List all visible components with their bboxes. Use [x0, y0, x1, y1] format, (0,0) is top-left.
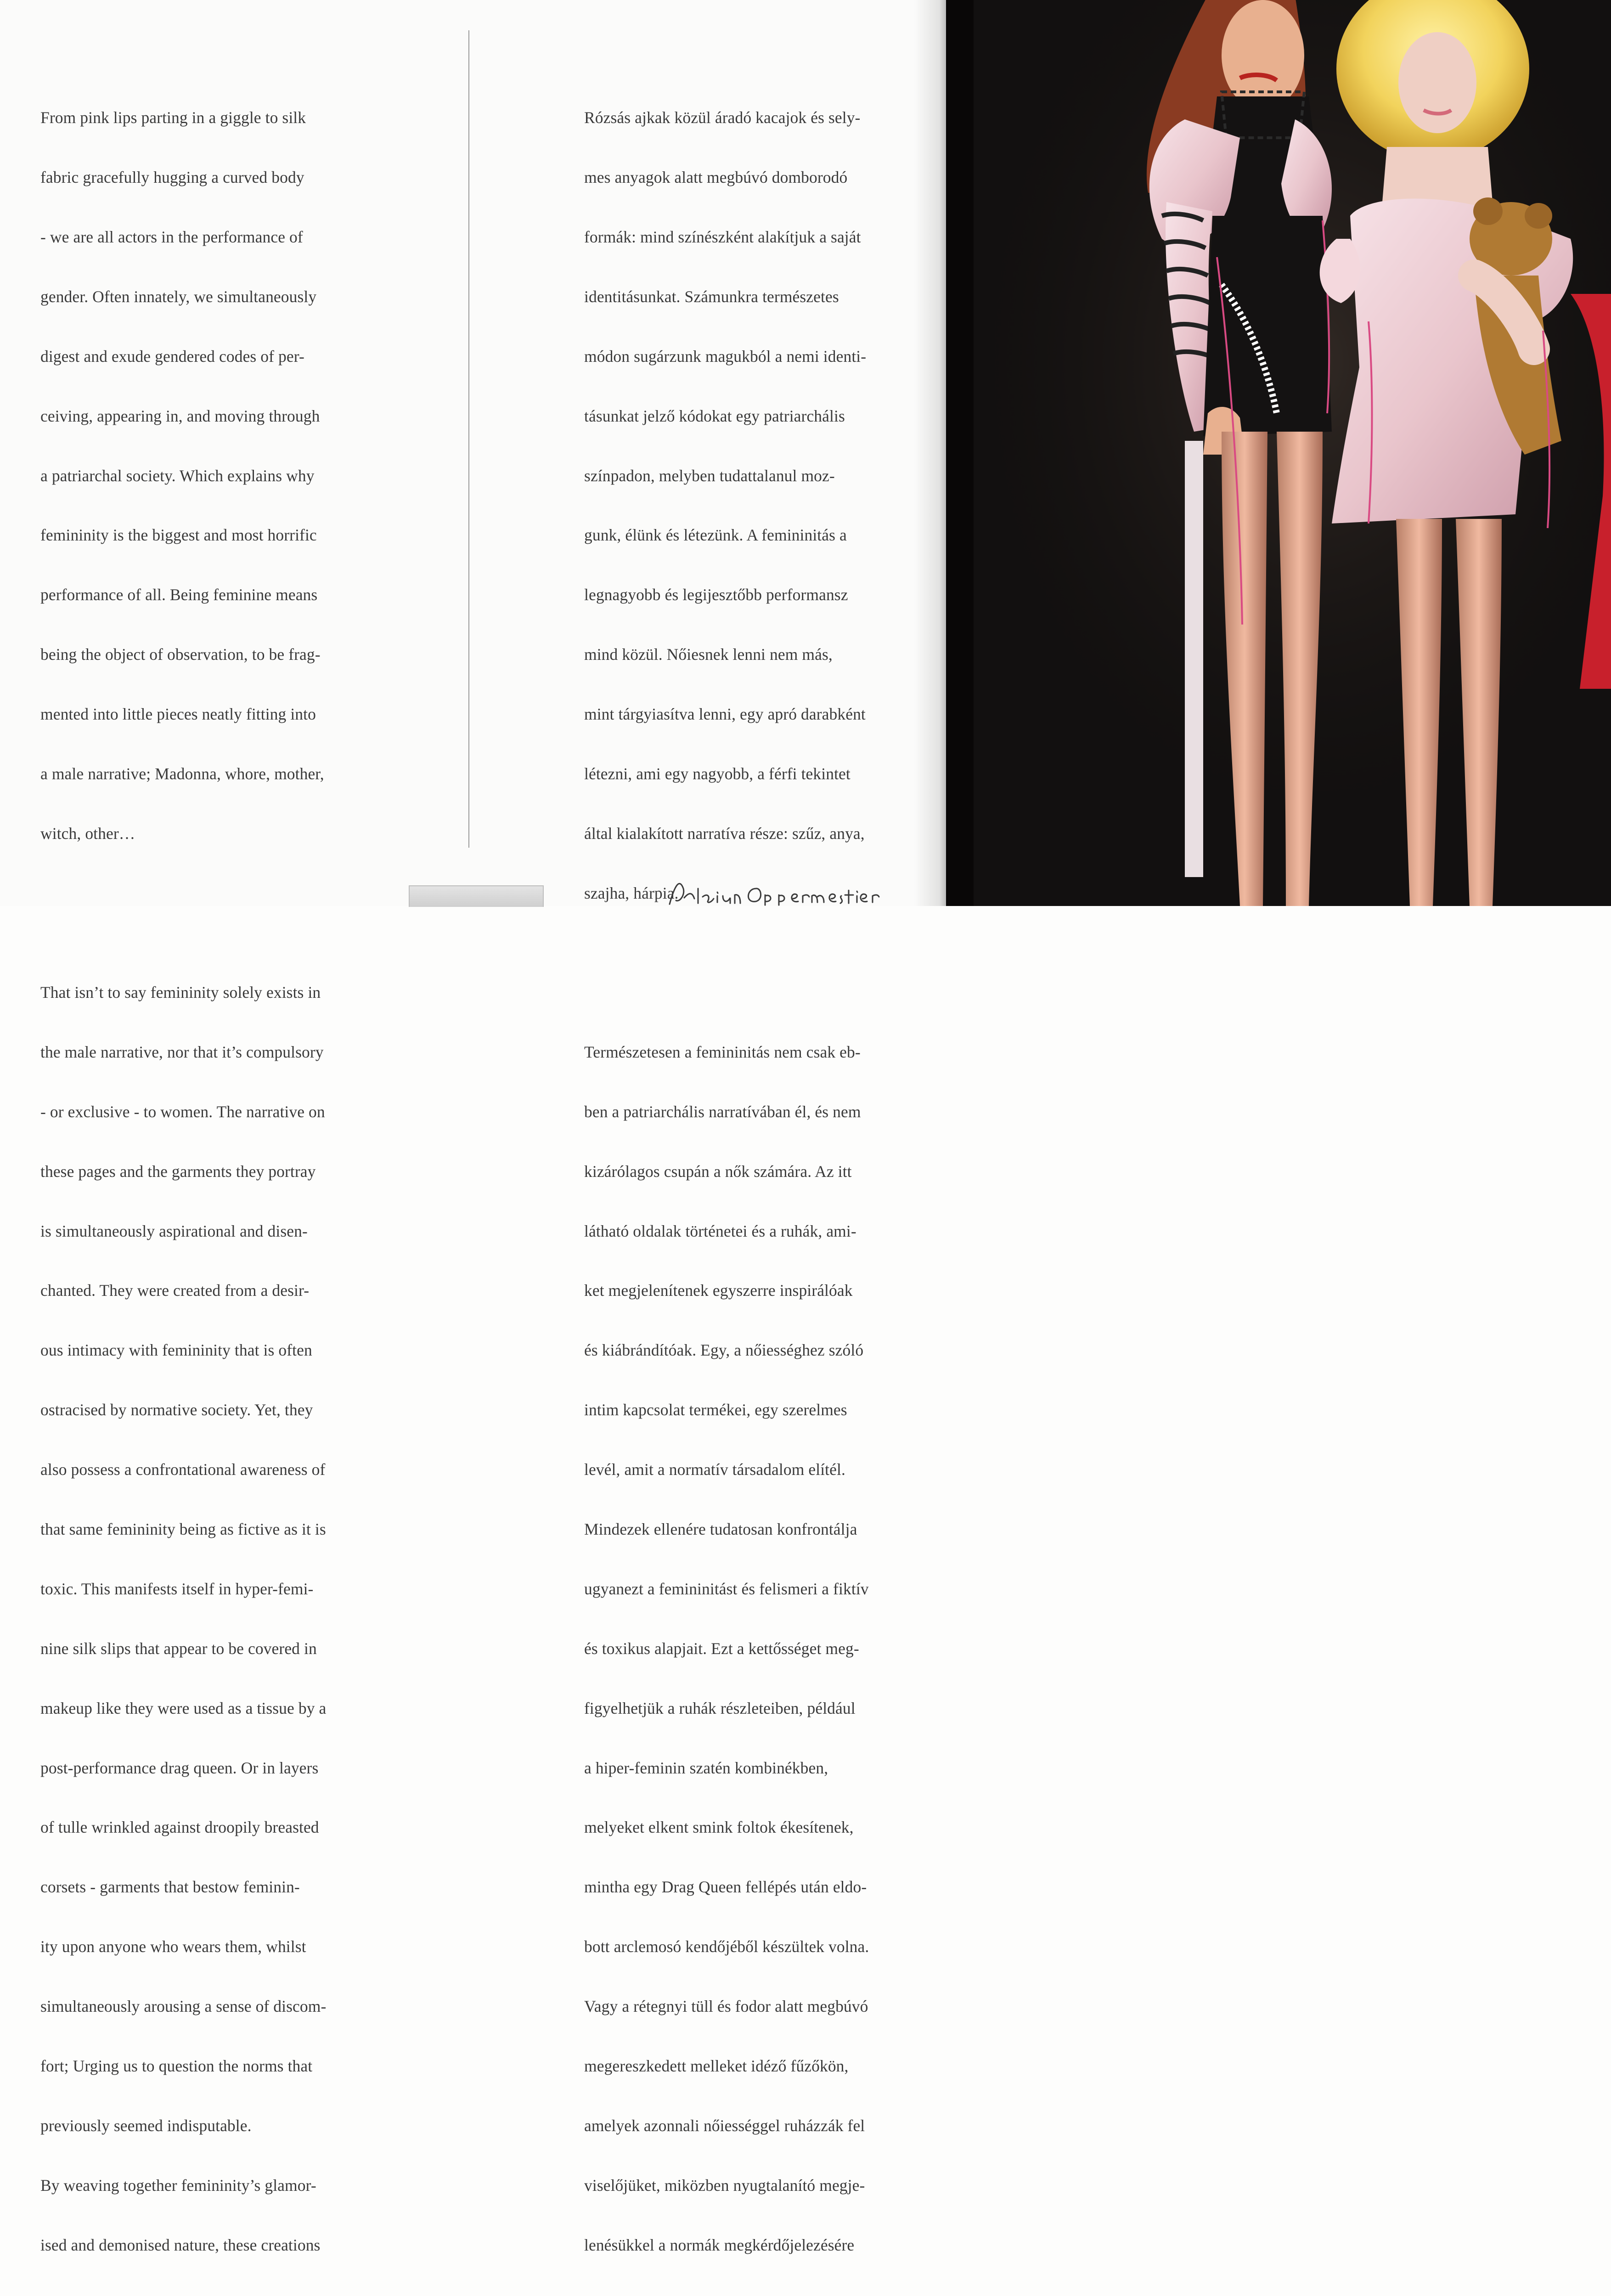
text-line: ceiving, appearing in, and moving through	[40, 406, 320, 425]
text-line: ket megjelenítenek egyszerre inspirálóak	[584, 1281, 853, 1300]
text-line: mind közül. Nőiesnek lenni nem más,	[584, 645, 833, 664]
text-line: amelyek azonnali nőiességgel ruházzák fel	[584, 2116, 865, 2135]
text-line: identitásunkat. Számunkra természetes	[584, 287, 839, 306]
text-line: gender. Often innately, we simultaneously	[40, 287, 317, 306]
text-line: és toxikus alapjait. Ezt a kettősséget meg-	[584, 1639, 859, 1658]
text-line: gunk, élünk és létezünk. A femininitás a	[584, 526, 847, 545]
text-line: módon sugárzunk magukból a nemi identi-	[584, 347, 867, 366]
text-line: of tulle wrinkled against droopily breasted	[40, 1818, 319, 1837]
text-line: létezni, ami egy nagyobb, a férfi tekintet	[584, 764, 851, 783]
text-line: bott arclemosó kendőjéből készültek volna.	[584, 1937, 869, 1956]
text-line: chanted. They were created from a desir-	[40, 1281, 310, 1300]
text-line: fabric gracefully hugging a curved body	[40, 168, 304, 187]
text-line: és kiábrándítóak. Egy, a nőiességhez szóló	[584, 1341, 864, 1360]
text-line: That isn’t to say femininity solely exists in	[40, 983, 321, 1002]
text-line: kizárólagos csupán a nők számára. Az itt	[584, 1162, 852, 1181]
text-line: ostracised by normative society. Yet, they	[40, 1401, 313, 1419]
text-line: a hiper-feminin szatén kombinékben,	[584, 1758, 828, 1777]
text-line: femininity is the biggest and most horrific	[40, 526, 317, 545]
text-line: these pages and the garments they portray	[40, 1162, 316, 1181]
text-line: ben a patriarchális narratívában él, és nem	[584, 1102, 861, 1121]
text-line: figyelhetjük a ruhák részleteiben, például	[584, 1699, 856, 1717]
fashion-photo	[946, 0, 1611, 906]
text-line: szajha, hárpia.	[584, 884, 679, 902]
text-line: that same femininity being as fictive as it is	[40, 1519, 326, 1538]
text-line: previously seemed indisputable.	[40, 2116, 252, 2135]
text-line: mint tárgyiasítva lenni, egy apró darabként	[584, 705, 866, 724]
english-paragraph-1	[40, 68, 362, 884]
text-line: a patriarchal society. Which explains why	[40, 466, 315, 485]
text-line: corsets - garments that bestow feminin-	[40, 1878, 300, 1896]
text-line: melyeket elkent smink foltok ékesítenek,	[584, 1818, 854, 1837]
hungarian-paragraph-1	[584, 68, 906, 943]
column-divider	[468, 30, 469, 848]
text-line: mes anyagok alatt megbúvó domborodó	[584, 168, 848, 187]
stamp-image-fragment	[409, 885, 544, 907]
text-line: ugyanezt a femininitást és felismeri a fiktív	[584, 1579, 869, 1598]
text-line: levél, amit a normatív társadalom elítél.	[584, 1460, 845, 1479]
text-line: által kialakított narratíva része: szűz, anya,	[584, 824, 865, 843]
text-line: also possess a confrontational awareness of	[40, 1460, 326, 1479]
page-fold-shadow	[914, 0, 951, 906]
text-line: performance of all. Being feminine means	[40, 585, 318, 604]
text-line: - we are all actors in the performance of	[40, 227, 303, 246]
text-line: a male narrative; Madonna, whore, mother,	[40, 764, 324, 783]
hungarian-paragraph-2	[584, 1002, 906, 2296]
text-line: ised and demonised nature, these creations	[40, 2235, 321, 2254]
text-line: nine silk slips that appear to be covered in	[40, 1639, 317, 1658]
text-line: viselőjüket, miközben nyugtalanító megje-	[584, 2176, 865, 2195]
text-line: ous intimacy with femininity that is often	[40, 1341, 312, 1360]
text-line: Rózsás ajkak közül áradó kacajok és sely-	[584, 108, 861, 127]
text-line: the male narrative, nor that it’s compulsory	[40, 1042, 324, 1061]
text-line: mented into little pieces neatly fitting into	[40, 705, 316, 724]
text-line: toxic. This manifests itself in hyper-femi-	[40, 1579, 314, 1598]
text-line: makeup like they were used as a tissue by a	[40, 1699, 327, 1717]
english-paragraph-2	[40, 943, 362, 2296]
handwritten-signature	[666, 875, 905, 906]
text-line: By weaving together femininity’s glamor-	[40, 2176, 316, 2195]
text-line: legnagyobb és legijesztőbb performansz	[584, 585, 848, 604]
text-line: ity upon anyone who wears them, whilst	[40, 1937, 306, 1956]
text-line: tásunkat jelző kódokat egy patriarchális	[584, 406, 845, 425]
text-line: intim kapcsolat termékei, egy szerelmes	[584, 1401, 847, 1419]
text-line: is simultaneously aspirational and disen-	[40, 1221, 308, 1240]
text-line: mintha egy Drag Queen fellépés után eldo-	[584, 1878, 867, 1896]
text-line: From pink lips parting in a giggle to silk	[40, 108, 306, 127]
text-line: Vagy a rétegnyi tüll és fodor alatt megbúvó	[584, 1997, 868, 2016]
text-line: lenésükkel a normák megkérdőjelezésére	[584, 2235, 855, 2254]
text-line: - or exclusive - to women. The narrative on	[40, 1102, 325, 1121]
fashion-photo-illustration	[946, 0, 1611, 906]
text-line: látható oldalak történetei és a ruhák, ami-	[584, 1221, 856, 1240]
text-line: színpadon, melyben tudattalanul moz-	[584, 466, 835, 485]
text-line: formák: mind színészként alakítjuk a saját	[584, 227, 861, 246]
text-line: Természetesen a femininitás nem csak eb-	[584, 1042, 861, 1061]
text-line: witch, other…	[40, 824, 135, 843]
text-line: post-performance drag queen. Or in layers	[40, 1758, 319, 1777]
english-column	[40, 28, 362, 2296]
text-line: simultaneously arousing a sense of discom-	[40, 1997, 327, 2016]
text-line: megereszkedett melleket idéző fűzőkön,	[584, 2056, 849, 2075]
text-line: being the object of observation, to be frag-	[40, 645, 321, 664]
text-line: fort; Urging us to question the norms that	[40, 2056, 313, 2075]
text-line: digest and exude gendered codes of per-	[40, 347, 304, 366]
text-line: Mindezek ellenére tudatosan konfrontálja	[584, 1519, 857, 1538]
hungarian-column	[584, 28, 906, 2296]
